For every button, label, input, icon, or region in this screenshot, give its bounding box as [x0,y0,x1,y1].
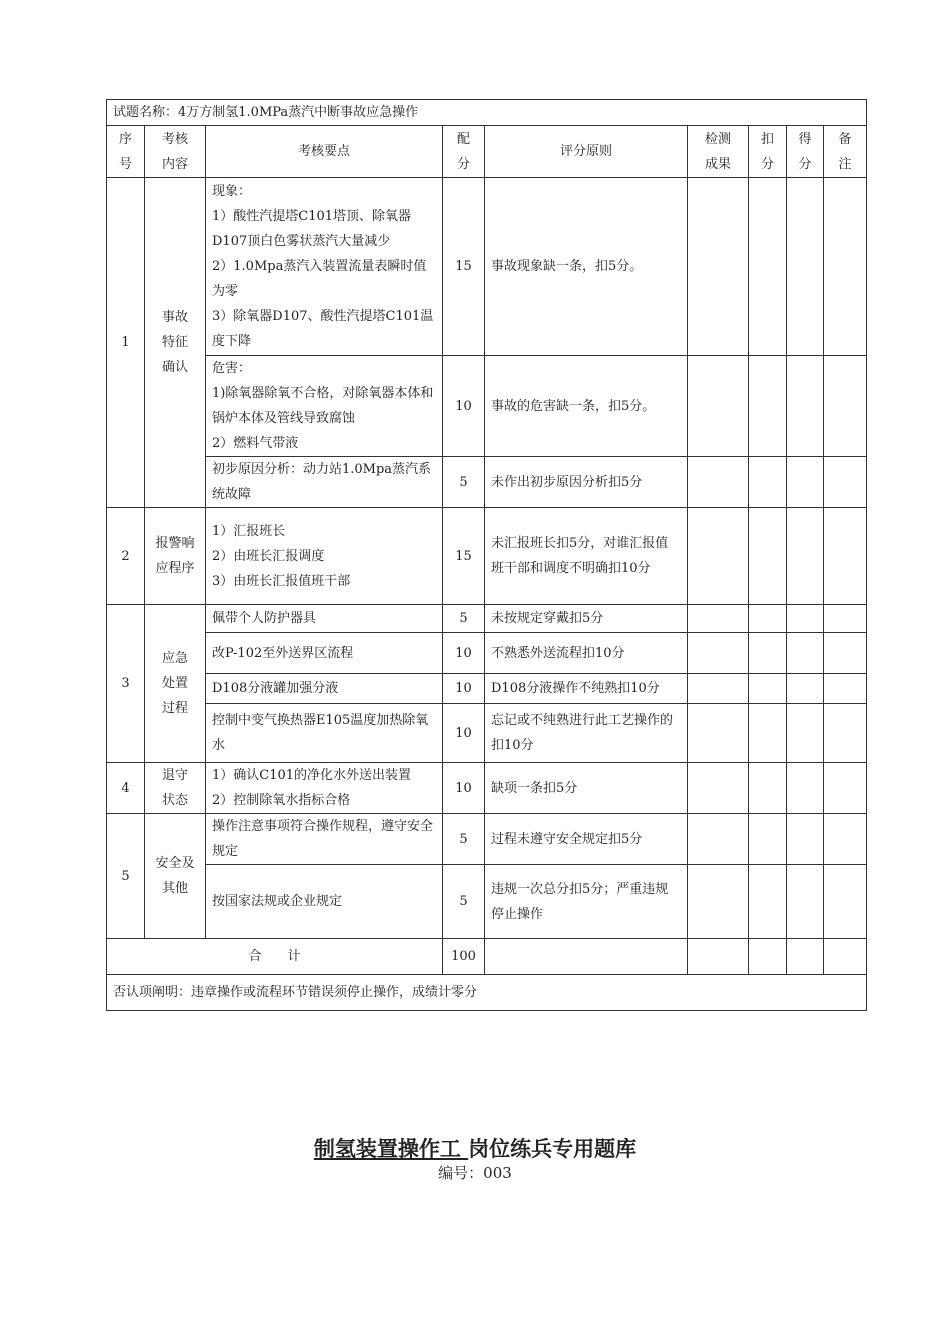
document-title [0,1133,950,1163]
row-note-cell[interactable] [824,865,867,939]
row-criteria: 未作出初步原因分析扣5分 [485,457,688,508]
row-criteria: 事故的危害缺一条，扣5分。 [485,356,688,457]
row-result-cell[interactable] [688,704,749,763]
table-row [107,605,867,633]
row-points: 操作注意事项符合操作规程，遵守安全规定 [206,814,443,865]
row-deduct-cell[interactable] [749,633,787,674]
document-title-underlined: 制氢装置操作工 [313,1136,469,1161]
row-score: 15 [443,178,485,356]
row-result-cell[interactable] [688,178,749,356]
row-criteria: D108分液操作不纯熟扣10分 [485,674,688,704]
row-result-cell[interactable] [688,865,749,939]
section-content: 事故 特征 确认 [145,178,206,508]
table-row [107,865,867,939]
section-no: 5 [107,814,145,939]
row-got-cell[interactable] [787,633,824,674]
row-score: 10 [443,356,485,457]
table-row [107,356,867,457]
row-note-cell[interactable] [824,605,867,633]
row-result-cell[interactable] [688,605,749,633]
row-points: 按国家法规或企业规定 [206,865,443,939]
total-got-cell[interactable] [787,939,824,975]
table-row [107,178,867,356]
row-note-cell[interactable] [824,178,867,356]
row-deduct-cell[interactable] [749,763,787,814]
row-score: 10 [443,674,485,704]
section-content: 报警响 应程序 [145,508,206,605]
row-got-cell[interactable] [787,178,824,356]
header-score: 配 分 [443,126,485,178]
row-result-cell[interactable] [688,633,749,674]
row-deduct-cell[interactable] [749,605,787,633]
table-row [107,704,867,763]
row-got-cell[interactable] [787,814,824,865]
table-row [107,814,867,865]
row-points: 初步原因分析：动力站1.0Mpa蒸汽系统故障 [206,457,443,508]
row-deduct-cell[interactable] [749,704,787,763]
row-got-cell[interactable] [787,704,824,763]
row-points: D108分液罐加强分液 [206,674,443,704]
row-got-cell[interactable] [787,605,824,633]
total-row [107,939,867,975]
row-got-cell[interactable] [787,508,824,605]
table-row [107,508,867,605]
row-deduct-cell[interactable] [749,865,787,939]
row-note-cell[interactable] [824,633,867,674]
row-result-cell[interactable] [688,674,749,704]
row-points: 控制中变气换热器E105温度加热除氧水 [206,704,443,763]
row-deduct-cell[interactable] [749,457,787,508]
section-no: 2 [107,508,145,605]
row-score: 10 [443,704,485,763]
row-score: 5 [443,605,485,633]
row-criteria: 不熟悉外送流程扣10分 [485,633,688,674]
row-criteria: 未汇报班长扣5分，对谁汇报值班干部和调度不明确扣10分 [485,508,688,605]
row-score: 10 [443,633,485,674]
row-criteria: 事故现象缺一条，扣5分。 [485,178,688,356]
header-deduct: 扣 分 [749,126,787,178]
row-criteria: 过程未遵守安全规定扣5分 [485,814,688,865]
row-points: 佩带个人防护器具 [206,605,443,633]
exam-scoring-table [106,99,867,1011]
row-got-cell[interactable] [787,457,824,508]
row-note-cell[interactable] [824,508,867,605]
row-got-cell[interactable] [787,865,824,939]
row-criteria: 未按规定穿戴扣5分 [485,605,688,633]
row-note-cell[interactable] [824,704,867,763]
row-note-cell[interactable] [824,763,867,814]
row-note-cell[interactable] [824,674,867,704]
section-no: 4 [107,763,145,814]
section-no: 1 [107,178,145,508]
total-score: 100 [443,939,485,975]
row-criteria: 缺项一条扣5分 [485,763,688,814]
row-points: 1）确认C101的净化水外送出装置 2）控制除氧水指标合格 [206,763,443,814]
row-deduct-cell[interactable] [749,178,787,356]
header-points: 考核要点 [206,126,443,178]
header-seq: 序 号 [107,126,145,178]
row-result-cell[interactable] [688,356,749,457]
header-criteria: 评分原则 [485,126,688,178]
row-deduct-cell[interactable] [749,508,787,605]
total-result-cell[interactable] [688,939,749,975]
total-label: 合 计 [107,939,443,975]
row-criteria: 违规一次总分扣5分；严重违规停止操作 [485,865,688,939]
row-score: 5 [443,814,485,865]
row-note-cell[interactable] [824,356,867,457]
row-got-cell[interactable] [787,356,824,457]
total-deduct-cell[interactable] [749,939,787,975]
section-content: 应急 处置 过程 [145,605,206,763]
section-no: 3 [107,605,145,763]
row-criteria: 忘记或不纯熟进行此工艺操作的扣10分 [485,704,688,763]
row-deduct-cell[interactable] [749,674,787,704]
table-row [107,457,867,508]
row-points: 1）汇报班长 2）由班长汇报调度 3）由班长汇报值班干部 [206,508,443,605]
row-note-cell[interactable] [824,814,867,865]
row-score: 5 [443,865,485,939]
row-points: 现象： 1）酸性汽提塔C101塔顶、除氧器D107顶白色雾状蒸汽大量减少 2）1.0Mpa蒸汽入装置流量表瞬时值为零 3）除氧器D107、酸性汽提塔C101温度下降 [206,178,443,356]
row-result-cell[interactable] [688,763,749,814]
header-note: 备 注 [824,126,867,178]
row-deduct-cell[interactable] [749,356,787,457]
section-content: 退守 状态 [145,763,206,814]
total-criteria-cell [485,939,688,975]
total-note-cell[interactable] [824,939,867,975]
row-points: 危害： 1)除氧器除氧不合格，对除氧器本体和锅炉本体及管线导致腐蚀 2）燃料气带液 [206,356,443,457]
table-row [107,633,867,674]
row-got-cell[interactable] [787,763,824,814]
row-result-cell[interactable] [688,457,749,508]
section-content: 安全及 其他 [145,814,206,939]
row-note-cell[interactable] [824,457,867,508]
row-score: 5 [443,457,485,508]
exam-title: 试题名称：4万方制氢1.0MPa蒸汽中断事故应急操作 [107,100,867,126]
row-deduct-cell[interactable] [749,814,787,865]
table-row [107,674,867,704]
table-row [107,763,867,814]
row-result-cell[interactable] [688,508,749,605]
header-content: 考核 内容 [145,126,206,178]
document-number: 编号：003 [438,1164,512,1182]
row-score: 15 [443,508,485,605]
header-result: 检测 成果 [688,126,749,178]
veto-note: 否认项阐明：违章操作或流程环节错误须停止操作，成绩计零分 [107,975,867,1011]
row-points: 改P-102至外送界区流程 [206,633,443,674]
row-score: 10 [443,763,485,814]
header-row [107,126,867,178]
document-title-rest: 岗位练兵专用题库 [468,1136,637,1161]
row-got-cell[interactable] [787,674,824,704]
header-got: 得 分 [787,126,824,178]
row-result-cell[interactable] [688,814,749,865]
